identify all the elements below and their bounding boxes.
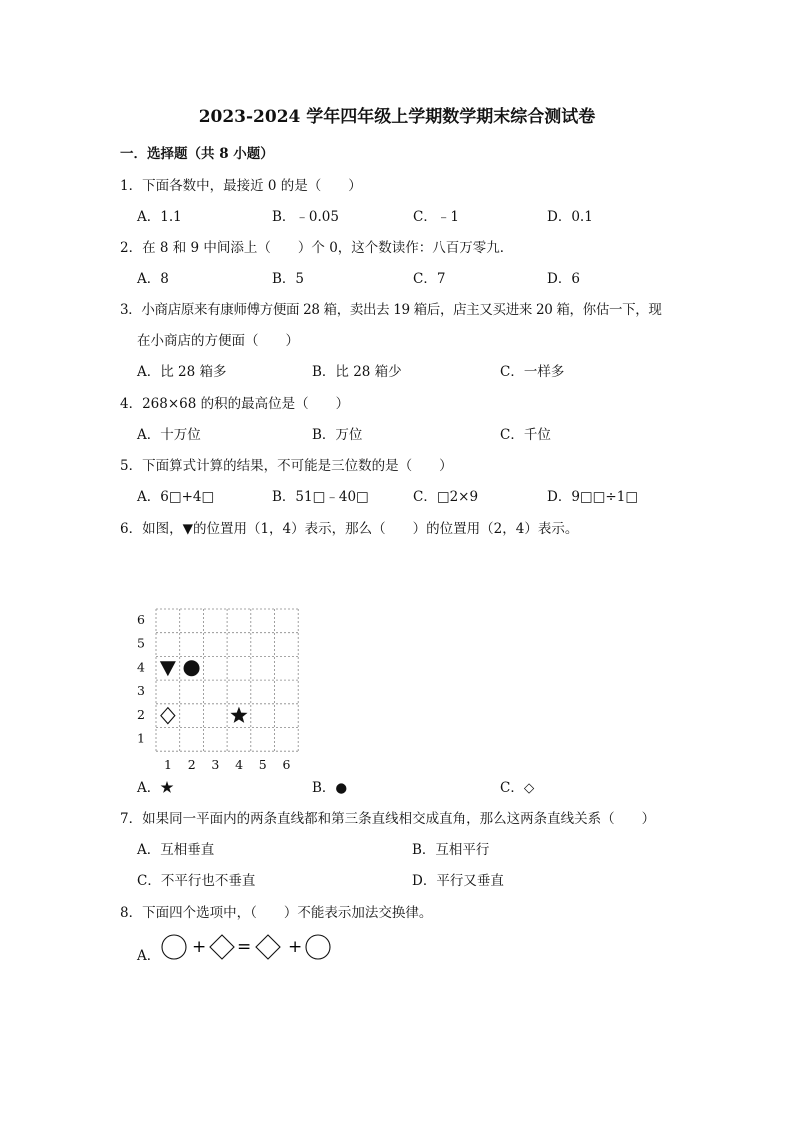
- circle-icon: ●: [335, 780, 348, 796]
- grid-y-label: 3: [137, 683, 145, 699]
- q1-option-a: A．1.1: [137, 209, 182, 225]
- grid-x-label: 6: [282, 757, 291, 773]
- q8-option-a-label: A．: [137, 948, 161, 964]
- q7-option-d: D．平行又垂直: [412, 873, 504, 889]
- grid-x-label: 1: [164, 757, 172, 773]
- diamond-icon: [256, 935, 280, 959]
- section-heading: 一．选择题（共 8 小题）: [120, 146, 274, 162]
- q5-option-b: B．51□﹣40□: [272, 489, 369, 505]
- diamond-icon: [210, 935, 234, 959]
- q1-option-d: D．0.1: [547, 209, 593, 225]
- q6-option-c: [500, 779, 534, 797]
- q7-option-c: C．不平行也不垂直: [137, 873, 256, 889]
- star-icon: ★: [160, 780, 174, 796]
- plus-sign: +: [192, 937, 207, 957]
- q4-option-c: C．千位: [500, 427, 551, 443]
- grid-y-label: 5: [137, 635, 145, 651]
- q6-option-c-label: C．: [500, 780, 524, 796]
- equals-sign: =: [237, 937, 252, 957]
- question-1-stem: 1．下面各数中，最接近 0 的是（ ）: [120, 178, 362, 194]
- question-5-stem: 5．下面算式计算的结果，不可能是三位数的是（ ）: [120, 458, 453, 474]
- coordinate-grid: [130, 604, 310, 774]
- grid-x-label: 3: [211, 757, 220, 773]
- circle-icon: [184, 660, 200, 676]
- q6-option-a-label: A．: [137, 780, 161, 796]
- q5-option-a: A．6□+4□: [137, 489, 215, 505]
- question-2-stem: 2．在 8 和 9 中间添上（ ）个 0，这个数读作：八百万零九．: [120, 240, 514, 256]
- q6-option-b: [312, 779, 347, 797]
- grid-x-label: 5: [258, 757, 267, 773]
- q5-option-d: D．9□□÷1□: [547, 489, 639, 505]
- question-3-stem-line2: 在小商店的方便面（ ）: [137, 333, 299, 349]
- q1-option-b: B．﹣0.05: [272, 209, 339, 225]
- q3-option-c: C．一样多: [500, 364, 565, 380]
- q7-option-a: A．互相垂直: [137, 842, 215, 858]
- q7-option-b: B．互相平行: [412, 842, 490, 858]
- q2-option-b: B．5: [272, 271, 305, 287]
- star-icon: [230, 707, 247, 723]
- diamond-icon: ◇: [523, 780, 535, 796]
- circle-icon: [306, 935, 330, 959]
- grid-x-label: 4: [235, 757, 244, 773]
- grid-y-label: 2: [137, 706, 145, 722]
- q8-option-a-equation: [158, 932, 338, 962]
- q3-option-a: A．比 28 箱多: [137, 364, 227, 380]
- q6-option-b-label: B．: [312, 780, 336, 796]
- diamond-icon: [161, 708, 175, 724]
- plus-sign: +: [288, 937, 303, 957]
- q2-option-d: D．6: [547, 271, 580, 287]
- grid-y-label: 1: [137, 730, 145, 746]
- q1-option-c: C．﹣1: [413, 209, 459, 225]
- question-7-stem: 7．如果同一平面内的两条直线都和第三条直线相交成直角，那么这两条直线关系（ ）: [120, 811, 656, 827]
- q4-option-b: B．万位: [312, 427, 363, 443]
- triangle-icon: [160, 661, 176, 676]
- grid-x-label: 2: [187, 757, 196, 773]
- circle-icon: [162, 935, 186, 959]
- page-title: 2023-2024 学年四年级上学期数学期末综合测试卷: [198, 107, 596, 127]
- grid-figure: [130, 604, 310, 774]
- q3-option-b: B．比 28 箱少: [312, 364, 402, 380]
- grid-y-label: 6: [137, 612, 145, 627]
- q5-option-c: C．□2×9: [413, 489, 479, 505]
- question-6-stem: 6．如图，▼的位置用（1，4）表示，那么（ ）的位置用（2，4）表示。: [120, 521, 579, 537]
- q4-option-a: A．十万位: [137, 427, 201, 443]
- question-3-stem-line1: 3．小商店原来有康师傅方便面 28 箱，卖出去 19 箱后，店主又买进来 20 箱，你估一下，现: [120, 302, 662, 318]
- question-4-stem: 4．268×68 的积的最高位是（ ）: [120, 396, 350, 412]
- q6-option-a: [137, 779, 174, 797]
- grid-y-label: 4: [137, 659, 145, 675]
- question-8-stem: 8．下面四个选项中，（ ）不能表示加法交换律。: [120, 905, 433, 921]
- q2-option-a: A．8: [137, 271, 169, 287]
- q2-option-c: C．7: [413, 271, 446, 287]
